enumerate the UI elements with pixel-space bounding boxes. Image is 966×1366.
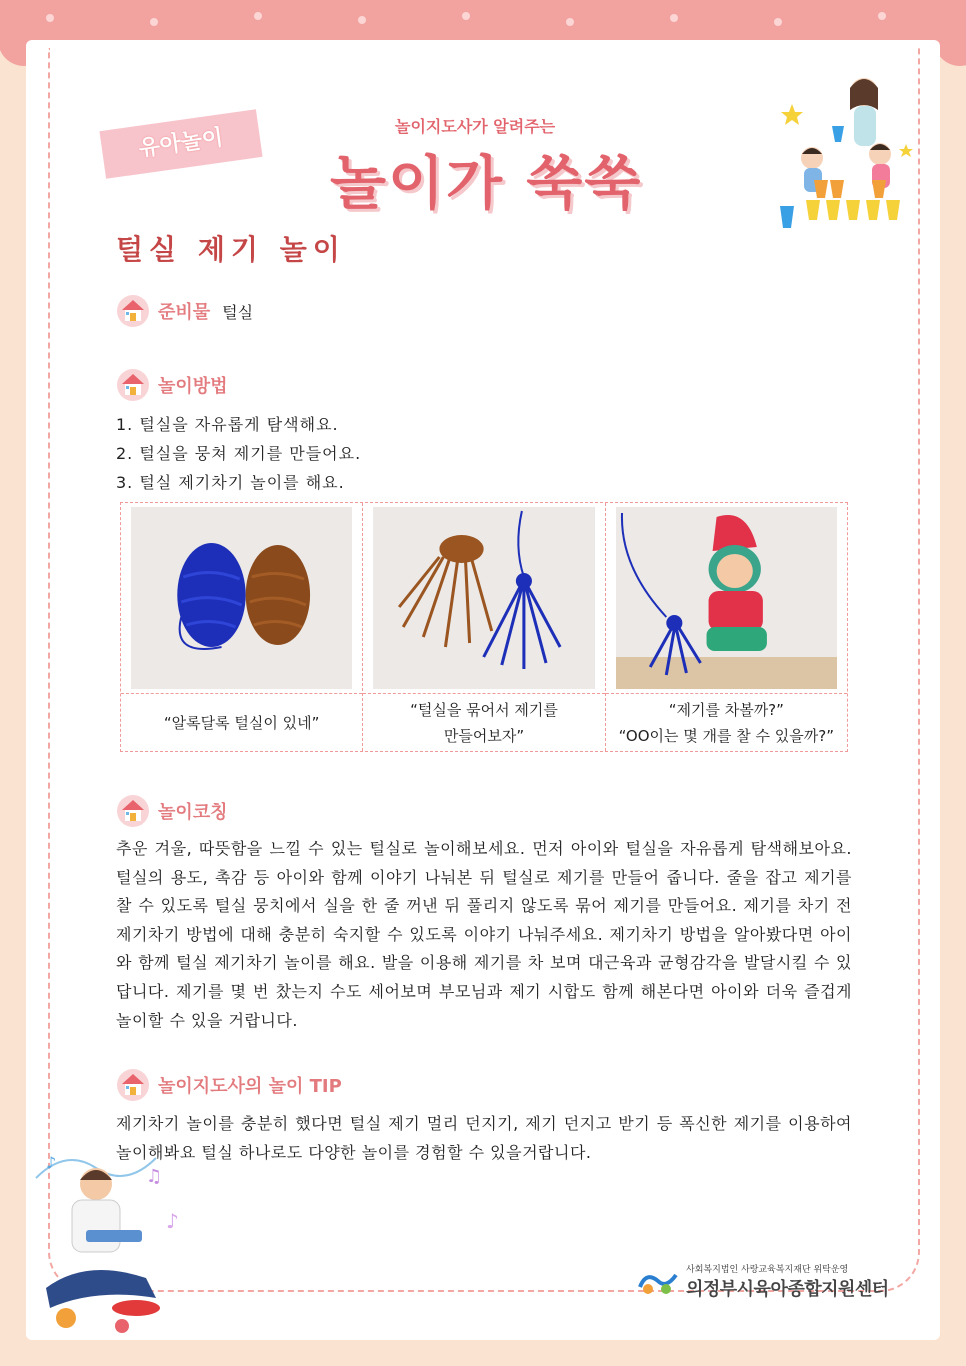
caption-line: 만들어보자” [443,726,525,745]
house-icon [116,794,150,828]
method-section-header [116,368,228,402]
footer-org-subtitle: 사회복지법인 사랑교육복지재단 위탁운영 [686,1265,849,1275]
coaching-title: 놀이코칭 [158,802,228,823]
photo-cell-1 [121,503,363,751]
photo-table [120,502,848,752]
caption-line: “OO이는 몇 개를 찰 수 있을까?” [618,726,834,745]
house-icon [116,368,150,402]
family-cup-stacking-illustration [772,70,922,235]
yarn-tassels-photo [373,507,594,689]
method-steps-list [116,410,361,497]
page-title: 털실 제기 놀이 [116,233,346,266]
doll-jegi-photo [616,507,837,689]
footer-org-name: 의정부시육아종합지원센터 [686,1279,889,1300]
coaching-paragraph: 추운 겨울, 따뜻함을 느낄 수 있는 털실로 놀이해보세요. 먼저 아이와 털실을 자유롭게 탐색해보아요. 털실의 용도, 촉감 등 아이와 함께 이야기 나눠본 뒤 털실로 제기를 만들어 줍니다. 줄을 잡고 제기를 찰 수 있도록 털실 뭉치에서 실을 한 줄 꺼낸 뒤 풀리지 않도록 묶어 제기를 만들어요. 제기를 차기 전 제기차기 방법에 대해 충분히 숙지할 수 있도록 이야기 나눠주세요. 제기차기 방법을 알아봤다면 아이와 함께 털실 제기차기 놀이를 해요. 발을 이용해 제기를 차 보며 대근육과 균형감각을 발달시킬 수 있답니다. 제기를 몇 번 찼는지 수도 세어보며 부모님과 제기 시합도 함께 해본다면 아이와 더욱 즐겁게 놀이할 수 있을 거랍니다. [116,839,852,1030]
header-subtitle: 놀이지도사가 알려주는 [395,117,556,136]
house-icon [116,1068,150,1102]
musician-illustration [26,1138,196,1338]
photo-frame [606,503,847,694]
footer-organization [636,1262,889,1301]
category-tag: 유아놀이 [99,109,262,179]
caption-line: “털실을 묶어서 제기를 [410,700,558,719]
photo-caption [606,694,847,751]
tip-title: 놀이지도사의 놀이 TIP [158,1076,342,1097]
tip-section-header [116,1068,342,1102]
materials-value: 털실 [222,302,254,322]
house-icon [116,294,150,328]
method-title: 놀이방법 [158,376,228,397]
method-step: 3. 털실 제기차기 놀이를 해요. [116,473,345,492]
photo-frame [121,503,362,694]
coaching-section-header [116,794,228,828]
photo-caption [121,694,362,751]
svg-text:♪: ♪ [166,1209,179,1233]
caption-line: “알록달록 털실이 있네” [163,713,320,732]
materials-section-header [116,294,253,328]
svg-text:♫: ♫ [146,1166,163,1187]
materials-title: 준비물 [158,302,211,323]
yarn-balls-photo [131,507,352,689]
method-step: 2. 털실을 뭉쳐 제기를 만들어요. [116,444,362,463]
photo-caption [363,694,604,751]
photo-cell-3 [606,503,847,751]
photo-cell-2 [363,503,605,751]
header-main-title: 놀이가 쑥쑥 [330,149,643,217]
tip-paragraph: 제기차기 놀이를 충분히 했다면 털실 제기 멀리 던지기, 제기 던지고 받기 등 폭신한 제기를 이용하여 놀이해봐요 털실 하나로도 다양한 놀이를 경험할 수 있을거랍니다. [116,1114,852,1162]
method-step: 1. 털실을 자유롭게 탐색해요. [116,415,339,434]
organization-logo-icon [636,1267,680,1297]
photo-frame [363,503,604,694]
svg-text:♪: ♪ [46,1153,57,1172]
caption-line: “제기를 차볼까?” [668,700,784,719]
